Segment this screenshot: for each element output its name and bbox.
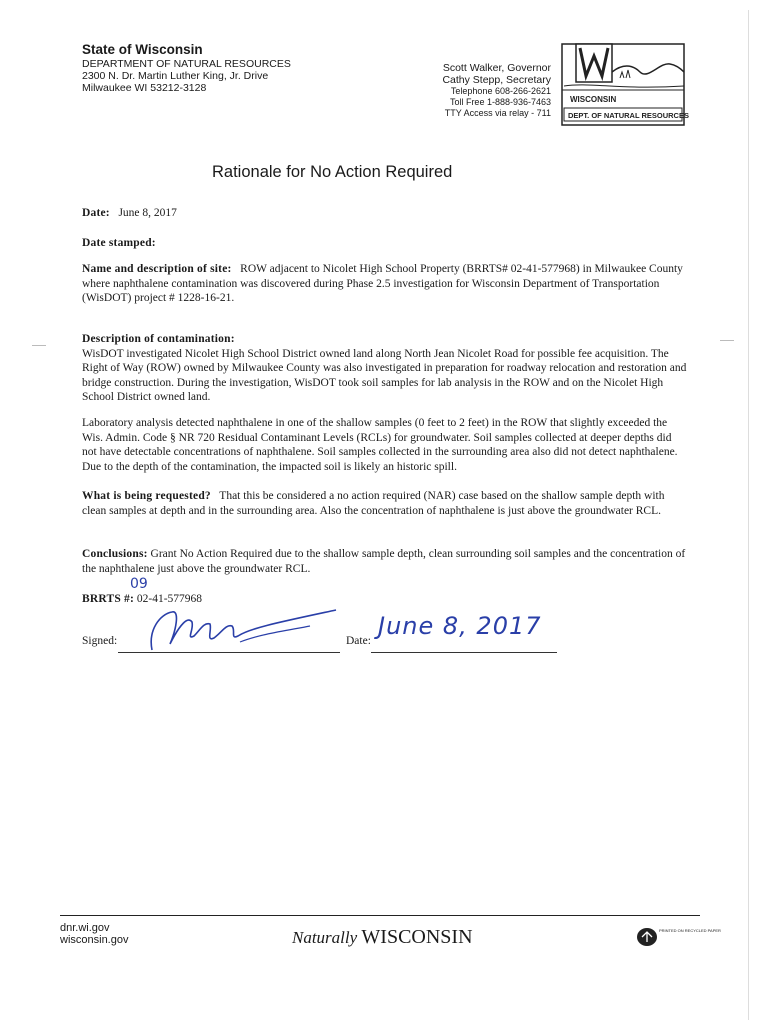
state-name: State of Wisconsin <box>82 42 203 57</box>
tagline-naturally: Naturally <box>292 928 358 947</box>
footer-rule <box>60 915 700 916</box>
request-section <box>82 489 688 518</box>
state-website-link[interactable]: wisconsin.gov <box>60 934 129 946</box>
conclusions-text: Grant No Action Required due to the shallow sample depth, clean surrounding soil samples and the concentration of the naphthalene just above the groundwater RCL. <box>82 548 686 575</box>
agency-address-block <box>82 42 291 94</box>
officials-block <box>420 62 551 119</box>
footer-web-links <box>60 922 128 946</box>
site-description <box>82 262 688 306</box>
date-label: Date: <box>82 207 110 219</box>
date2-label: Date: <box>346 635 371 647</box>
handwritten-date: June 8, 2017 <box>378 612 542 640</box>
date-stamped-label: Date stamped: <box>82 237 156 249</box>
signed-label: Signed: <box>82 635 118 647</box>
request-label: What is being requested? <box>82 490 211 502</box>
department-name: DEPARTMENT OF NATURAL RESOURCES <box>82 58 291 70</box>
date-value: June 8, 2017 <box>118 207 177 219</box>
footer-tagline <box>292 926 473 949</box>
margin-mark <box>720 340 734 341</box>
logo-text-1: WISCONSIN <box>570 95 617 104</box>
date-line-blank <box>371 652 557 653</box>
recycled-paper-logo <box>636 924 721 955</box>
address-line-2: Milwaukee WI 53212-3128 <box>82 82 207 94</box>
margin-mark <box>32 345 46 346</box>
request-text: That this be considered a no action required (NAR) case based on the shallow sample depth with clean samples at depth and in the surrounding area. Also the concentration of naphthalene is just above the groundwater RCL. <box>82 490 665 517</box>
dnr-website-link[interactable]: dnr.wi.gov <box>60 922 110 934</box>
tagline-wisconsin: WISCONSIN <box>361 926 473 948</box>
recycled-text: PRINTED ON RECYCLED PAPER <box>659 928 721 933</box>
handwritten-signature <box>140 600 340 665</box>
telephone: Telephone 608-266-2621 <box>450 86 551 96</box>
page-edge <box>748 10 749 1020</box>
secretary-name: Cathy Stepp, Secretary <box>442 74 551 86</box>
brrts-label: BRRTS #: <box>82 593 134 605</box>
tty: TTY Access via relay - 711 <box>444 108 551 118</box>
site-text: ROW adjacent to Nicolet High School Property (BRRTS# 02-41-577968) in Milwaukee County where naphthalene contamination was discovered during Phase 2.5 investigation for Wisconsin Department of Transportation (WisDOT) project # 1228-16-21. <box>82 263 683 305</box>
contamination-text: WisDOT investigated Nicolet High School District owned land along North Jean Nicolet Road for possible fee acquisition. The Right of Way (ROW) owned by Milwaukee County was also investigated in preparation for roadway relocation and restoration and bridge construction. During the investigation, WisDOT took soil samples for lab analysis in the ROW and on the Nicolet High School District owned land. <box>82 347 687 404</box>
logo-text-2: DEPT. OF NATURAL RESOURCES <box>568 111 689 120</box>
brrts-value: 02-41-577968 <box>136 593 203 605</box>
handwritten-correction: 09 <box>130 576 148 592</box>
conclusions-label: Conclusions: <box>82 548 148 560</box>
document-title: Rationale for No Action Required <box>212 163 453 181</box>
site-label: Name and description of site: <box>82 263 232 275</box>
contamination-section <box>82 332 688 405</box>
toll-free: Toll Free 1-888-936-7463 <box>449 97 551 107</box>
conclusions-section <box>82 547 688 576</box>
contamination-label: Description of contamination: <box>82 333 235 345</box>
date-line <box>82 206 688 221</box>
wdnr-logo <box>560 42 689 127</box>
lab-analysis-text: Laboratory analysis detected naphthalene in one of the shallow samples (0 feet to 2 feet) in the ROW that slightly exceeded the Wis. Admin. Code § NR 720 Residual Contaminant Levels (RCLs) for groundwater. Soil samples collected at deeper depths did not have detectable concentrations of naphthalene. Soil samples collected in the surrounding area also did not detect naphthalene. Due to the depth of the contamination, the impacted soil is likely an historic spill. <box>82 417 678 473</box>
address-line-1: 2300 N. Dr. Martin Luther King, Jr. Drive <box>82 70 269 82</box>
governor-name: Scott Walker, Governor <box>442 62 551 74</box>
